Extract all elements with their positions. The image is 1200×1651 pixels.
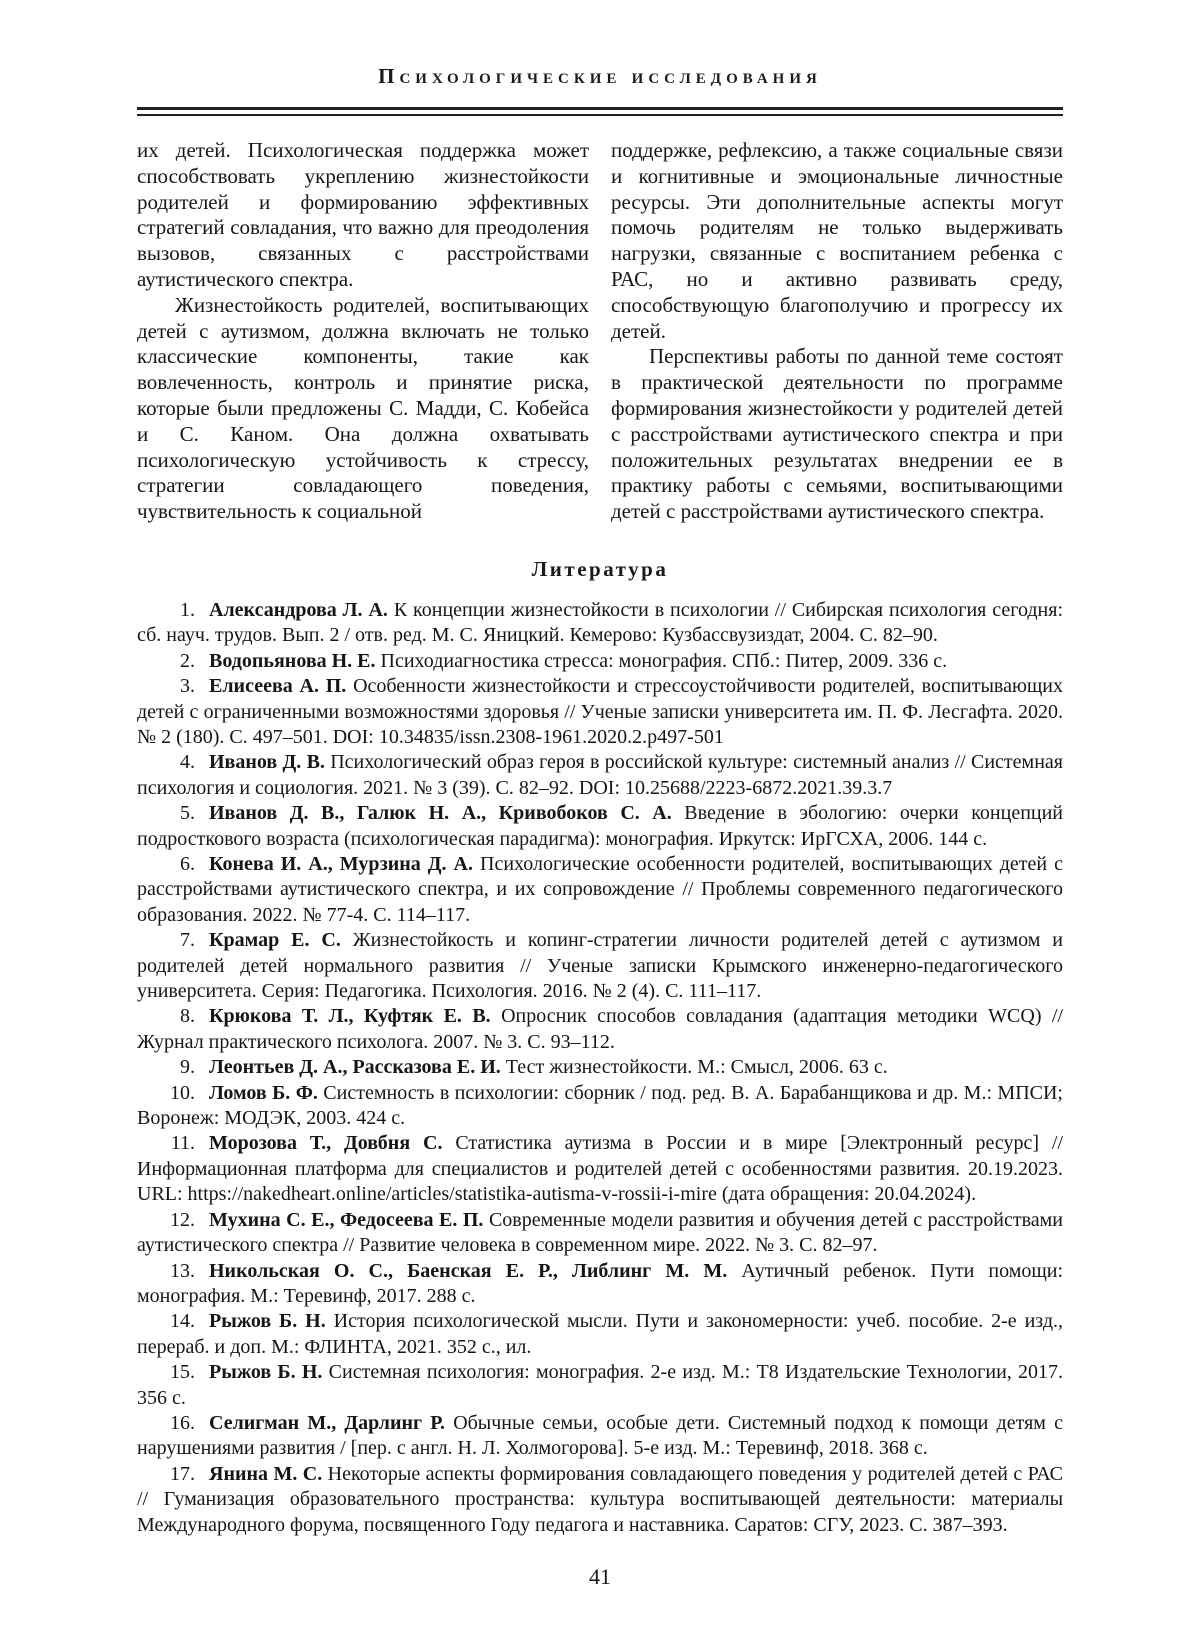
references-list bbox=[137, 598, 1063, 1538]
reference-text: Введение в эбологию: очерки концепций подросткового возраста (психологическая парадигма): монография. Иркутск: ИрГСХА, 2006. 144 с. bbox=[137, 802, 1064, 850]
reference-authors: Крюкова Т. Л., Куфтяк Е. В. bbox=[209, 1005, 491, 1028]
reference-text: К концепции жизнестойкости в психологии // Сибирская психология сегодня: сб. науч. трудов. Вып. 2 / отв. ред. М. С. Яницкий. Кемерово: Кузбассвузиздат, 2004. С. 82–90. bbox=[137, 598, 1064, 647]
reference-item bbox=[137, 1360, 1063, 1411]
running-head: Психологические исследования bbox=[378, 64, 822, 88]
reference-authors: Морозова Т., Довбня С. bbox=[209, 1132, 443, 1155]
reference-number: 14. bbox=[170, 1310, 195, 1333]
reference-authors: Конева И. А., Мурзина Д. А. bbox=[209, 853, 473, 876]
reference-text: Современные модели развития и обучения детей с расстройствами аутистического спектра // Развитие человека в современном мире. 2022. № 3. С. 82–97. bbox=[137, 1208, 1063, 1257]
body-paragraph: Перспективы работы по данной теме состоят в практической деятельности по программе формирования жизнестойкости у родителей детей с расстройствами аутистического спектра и при положительных результатах внедрении ее в практику работы с семьями, воспитывающими детей с расстройствами аутистического спектра. bbox=[611, 344, 1063, 524]
reference-text: Тест жизнестойкости. М.: Смысл, 2006. 63 с. bbox=[505, 1056, 888, 1079]
reference-authors: Елисеева А. П. bbox=[209, 675, 347, 698]
reference-item bbox=[137, 852, 1063, 928]
body-paragraph: поддержке, рефлексию, а также социальные связи и когнитивные и эмоциональные личностные ресурсы. Эти дополнительные аспекты могут помочь родителям не только выдерживать нагрузки, связанные с воспитанием ребенка с РАС, но и активно развивать среду, способствующую благополучию и прогрессу их детей. bbox=[611, 138, 1063, 343]
reference-authors: Селигман М., Дарлинг Р. bbox=[209, 1411, 445, 1434]
reference-number: 11. bbox=[170, 1132, 195, 1155]
reference-item bbox=[137, 1004, 1063, 1055]
reference-number: 12. bbox=[170, 1208, 195, 1231]
reference-authors: Крамар Е. С. bbox=[209, 929, 341, 952]
reference-text: Особенности жизнестойкости и стрессоустойчивости родителей, воспитывающих детей с ограниченными возможностями здоровья // Ученые записки университета им. П. Ф. Лесгафта. 2020. № 2 (180). С. 497–501. DOI: 10.34835/issn.2308-1961.2020.2.p497-501 bbox=[137, 675, 1064, 748]
reference-text: История психологической мысли. Пути и закономерности: учеб. пособие. 2-е изд., перераб. и доп. М.: ФЛИНТА, 2021. 352 с., ил. bbox=[137, 1310, 1064, 1358]
reference-text: Жизнестойкость и копинг-стратегии личности родителей детей с аутизмом и родителей детей нормального развития // Ученые записки Крымского инженерно-педагогического университета. Серия: Педагогика. Психология. 2016. № 2 (4). С. 111–117. bbox=[137, 929, 1063, 1003]
reference-number: 1. bbox=[180, 598, 195, 621]
reference-item bbox=[137, 674, 1063, 750]
reference-number: 15. bbox=[170, 1361, 195, 1384]
reference-item bbox=[137, 1055, 1063, 1080]
reference-item bbox=[137, 928, 1063, 1004]
reference-authors: Леонтьев Д. А., Рассказова Е. И. bbox=[209, 1056, 501, 1079]
reference-text: Системность в психологии: сборник / под. ред. В. А. Барабанщикова и др. М.: МПСИ; Воронеж: МОДЭК, 2003. 424 с. bbox=[137, 1081, 1063, 1130]
reference-authors: Мухина С. Е., Федосеева Е. П. bbox=[209, 1208, 484, 1231]
reference-number: 13. bbox=[170, 1259, 195, 1282]
reference-authors: Иванов Д. В., Галюк Н. А., Кривобоков С. А. bbox=[209, 802, 672, 825]
body-two-columns bbox=[137, 138, 1063, 525]
reference-item bbox=[137, 1208, 1063, 1259]
reference-authors: Никольская О. С., Баенская Е. Р., Либлинг М. М. bbox=[209, 1259, 728, 1282]
reference-number: 10. bbox=[170, 1081, 195, 1104]
reference-number: 17. bbox=[170, 1462, 195, 1485]
reference-authors: Иванов Д. В. bbox=[209, 751, 325, 774]
right-column bbox=[611, 138, 1063, 525]
reference-text: Психологический образ героя в российской культуре: системный анализ // Системная психология и социология. 2021. № 3 (39). С. 82–92. DOI: 10.25688/2223-6872.2021.39.3.7 bbox=[137, 751, 1063, 799]
reference-number: 2. bbox=[180, 649, 195, 672]
reference-text: Системная психология: монография. 2-е изд. М.: Т8 Издательские Технологии, 2017. 356 с. bbox=[137, 1361, 1064, 1409]
reference-text: Аутичный ребенок. Пути помощи: монография. М.: Теревинф, 2017. 288 с. bbox=[137, 1259, 1064, 1307]
reference-item bbox=[137, 1081, 1063, 1132]
reference-authors: Александрова Л. А. bbox=[209, 598, 388, 621]
reference-text: Статистика аутизма в России и в мире [Электронный ресурс] // Информационная платформа для специалистов и родителей детей с особенностями развития. 20.19.2023. URL: https://nakedheart.online/articles/statistika-autisma-v-rossii-i-mire (дата обращения: 20.04.2024). bbox=[137, 1132, 1063, 1206]
reference-number: 8. bbox=[180, 1005, 195, 1028]
left-column bbox=[137, 138, 589, 525]
reference-item bbox=[137, 649, 1063, 674]
reference-item bbox=[137, 598, 1063, 649]
reference-authors: Рыжов Б. Н. bbox=[209, 1310, 326, 1333]
reference-number: 6. bbox=[180, 853, 195, 876]
reference-authors: Водопьянова Н. Е. bbox=[209, 649, 376, 672]
reference-authors: Янина М. С. bbox=[209, 1462, 323, 1485]
body-paragraph: их детей. Психологическая поддержка может способствовать укреплению жизнестойкости родителей и формированию эффективных стратегий совладания, что важно для преодоления вызовов, связанных с расстройствами аутистического спектра. bbox=[137, 138, 589, 291]
reference-number: 9. bbox=[180, 1056, 195, 1079]
reference-text: Некоторые аспекты формирования совладающего поведения у родителей детей с РАС // Гуманизация образовательного пространства: культура воспитывающей деятельности: материалы Международного форума, посвященного Году педагога и наставника. Саратов: СГУ, 2023. С. 387–393. bbox=[137, 1462, 1063, 1536]
reference-item bbox=[137, 1411, 1063, 1462]
header-double-rule bbox=[137, 107, 1063, 116]
body-paragraph: Жизнестойкость родителей, воспитывающих детей с аутизмом, должна включать не только классические компоненты, такие как вовлеченность, контроль и принятие риска, которые были предложены С. Мадди, С. Кобейса и С. Каном. Она должна охватывать психологическую устойчивость к стрессу, стратегии совладающего поведения, чувствительность к социальной bbox=[137, 292, 589, 524]
reference-item bbox=[137, 1462, 1063, 1538]
reference-item bbox=[137, 1259, 1063, 1310]
reference-text: Психодиагностика стресса: монография. СПб.: Питер, 2009. 336 с. bbox=[380, 649, 948, 672]
reference-item bbox=[137, 1131, 1063, 1207]
reference-number: 3. bbox=[180, 675, 195, 698]
reference-number: 4. bbox=[180, 751, 195, 774]
page-number: 41 bbox=[589, 1563, 611, 1589]
reference-text: Обычные семьи, особые дети. Системный подход к помощи детям с нарушениями развития / [пер. с англ. Н. Л. Холмогорова]. 5-е изд. М.: Теревинф, 2018. 368 с. bbox=[137, 1411, 1063, 1460]
reference-number: 7. bbox=[180, 929, 195, 952]
reference-item bbox=[137, 801, 1063, 852]
reference-number: 16. bbox=[170, 1411, 195, 1434]
reference-authors: Рыжов Б. Н. bbox=[209, 1361, 323, 1384]
reference-number: 5. bbox=[180, 802, 195, 825]
reference-item bbox=[137, 1309, 1063, 1360]
reference-authors: Ломов Б. Ф. bbox=[209, 1081, 318, 1104]
reference-text: Психологические особенности родителей, воспитывающих детей с расстройствами аутистического спектра, и их сопровождение // Проблемы современного педагогического образования. 2022. № 77-4. С. 114–117. bbox=[137, 853, 1064, 926]
reference-item bbox=[137, 750, 1063, 801]
reference-text: Опросник способов совладания (адаптация методики WCQ) // Журнал практического психолога. 2007. № 3. С. 93–112. bbox=[137, 1005, 1064, 1053]
references-heading: Литература bbox=[531, 556, 669, 581]
